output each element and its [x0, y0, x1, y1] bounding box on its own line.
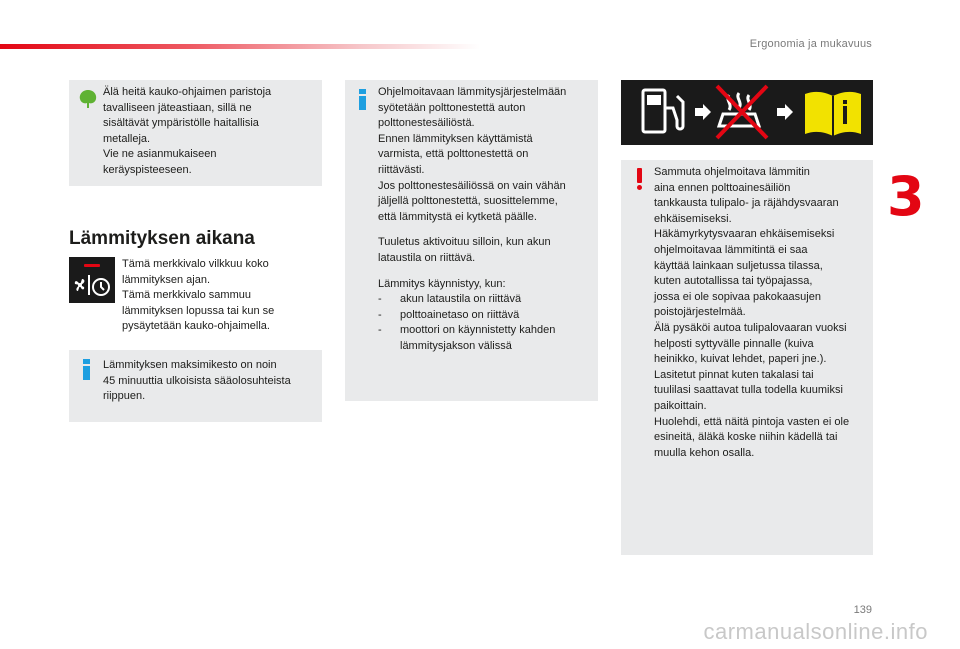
leaf-icon: [77, 88, 99, 110]
warning-line: tuulilasi saattavat tulla todella kuumiksi: [654, 384, 843, 397]
info-note-1-text: [103, 358, 291, 405]
warning-line: tankkausta tulipalo- ja räjähdysvaaran: [654, 197, 839, 210]
refuel-warning-pictogram: [621, 80, 873, 145]
warning-line: poistojärjestelmää.: [654, 306, 746, 319]
info-line: riippuen.: [103, 390, 146, 403]
info-line: Lämmitys käynnistyy, kun:: [378, 277, 506, 290]
info-line: 45 minuuttia ulkoisista sääolosuhteista: [103, 374, 291, 387]
warning-line: jossa ei ole sopivaa pakokaasujen: [654, 290, 821, 303]
warning-line: käyttää lainkaan suljetussa tilassa,: [654, 259, 823, 272]
info-line: Jos polttonestesäiliössä on vain vähän: [378, 179, 566, 192]
warning-line: ohjelmoitavaa lämmitintä ei saa: [654, 243, 808, 256]
chapter-title: Ergonomia ja mukavuus: [749, 38, 872, 50]
warning-line: helposti syttyvälle pinnalle (kuiva: [654, 337, 814, 350]
eco-line: Vie ne asianmukaiseen: [103, 148, 217, 161]
info-line: riittävästi.: [378, 163, 425, 176]
warning-note-text: [654, 165, 871, 461]
watermark: carmanualsonline.info: [703, 619, 928, 644]
warning-line: Älä pysäköi autoa tulipalovaaran vuoksi: [654, 321, 847, 334]
start-conditions-list: [378, 292, 594, 354]
info-line: jäljellä polttonestettä, suosittelemme,: [378, 195, 558, 208]
info-note-duration: [69, 350, 322, 422]
indicator-line: lämmityksen lopussa tai kun se: [122, 304, 275, 317]
eco-line: keräyspisteeseen.: [103, 163, 192, 176]
info-icon: [83, 359, 90, 380]
indicator-description: [122, 257, 274, 335]
warning-line: paikoittain.: [654, 399, 707, 412]
eco-line: Älä heitä kauko-ohjaimen paristoja: [103, 86, 272, 98]
info-line: Ohjelmoitavaan lämmitysjärjestelmään: [378, 86, 567, 98]
info-line: lataustila on riittävä.: [378, 251, 476, 264]
arrow-right-icon: [695, 104, 711, 120]
warning-line: kuten autotallissa tai työpajassa,: [654, 275, 813, 288]
info-line: polttonestesäiliöstä.: [378, 117, 475, 130]
list-item: - polttoainetaso on riittävä: [378, 308, 594, 324]
indicator-line: Tämä merkkivalo vilkkuu koko: [122, 258, 269, 270]
info-note-2-text: [378, 85, 594, 355]
warning-icon: [636, 168, 642, 190]
list-item: - moottori on käynnistetty kahden lämmitysjakson välissä: [378, 323, 594, 354]
arrow-right-icon: [777, 104, 793, 120]
page-number: 139: [853, 604, 872, 616]
indicator-line: pysäytetään kauko-ohjaimella.: [122, 320, 270, 333]
list-item: - akun lataustila on riittävä: [378, 292, 594, 308]
info-line: Ennen lämmityksen käyttämistä: [378, 132, 533, 145]
eco-line: metalleja.: [103, 132, 151, 145]
warning-line: aina ennen polttoainesäiliön: [654, 181, 791, 194]
info-icon: [359, 89, 366, 110]
warning-line: esineitä, äläkä koske niihin kädellä tai: [654, 431, 838, 444]
warning-line: Lasitetut pinnat kuten takalasi tai: [654, 368, 814, 381]
heater-timer-icon: [69, 257, 115, 303]
fuel-pump-icon: [643, 90, 683, 132]
info-note-fuel: [345, 80, 598, 401]
indicator-line: Tämä merkkivalo sammuu: [122, 289, 251, 302]
eco-line: sisältävät ympäristölle haitallisia: [103, 117, 259, 130]
info-line: Lämmityksen maksimikesto on noin: [103, 359, 277, 371]
warning-line: Häkämyrkytysvaaran ehkäisemiseksi: [654, 228, 835, 241]
indicator-lamp: [69, 257, 115, 303]
indicator-line: lämmityksen ajan.: [122, 273, 211, 286]
warning-line: Huolehdi, että näitä pintoja vasten ei ole: [654, 415, 850, 428]
warning-line: Sammuta ohjelmoitava lämmitin: [654, 166, 810, 178]
warning-note: [621, 160, 873, 555]
info-line: syötetään polttonestettä auton: [378, 101, 526, 114]
chapter-number: 3: [887, 165, 925, 228]
section-title: Lämmityksen aikana: [69, 228, 255, 249]
info-line: varmista, että polttonestettä on: [378, 148, 529, 161]
eco-line: tavalliseen jäteastiaan, sillä ne: [103, 101, 252, 114]
crossed-heater-icon: [717, 86, 767, 138]
info-line: että lämmitystä ei kytketä päälle.: [378, 210, 537, 223]
warning-line: muulla kehon osalla.: [654, 446, 755, 459]
warning-line: heinikko, kuivat lehdet, paperi jne.).: [654, 353, 827, 366]
manual-book-icon: [805, 92, 861, 136]
header-accent-bar: [0, 44, 480, 49]
eco-note: [69, 80, 322, 186]
eco-note-text: [103, 85, 271, 179]
info-line: Tuuletus aktivoituu silloin, kun akun: [378, 236, 551, 249]
warning-line: ehkäisemiseksi.: [654, 212, 732, 225]
